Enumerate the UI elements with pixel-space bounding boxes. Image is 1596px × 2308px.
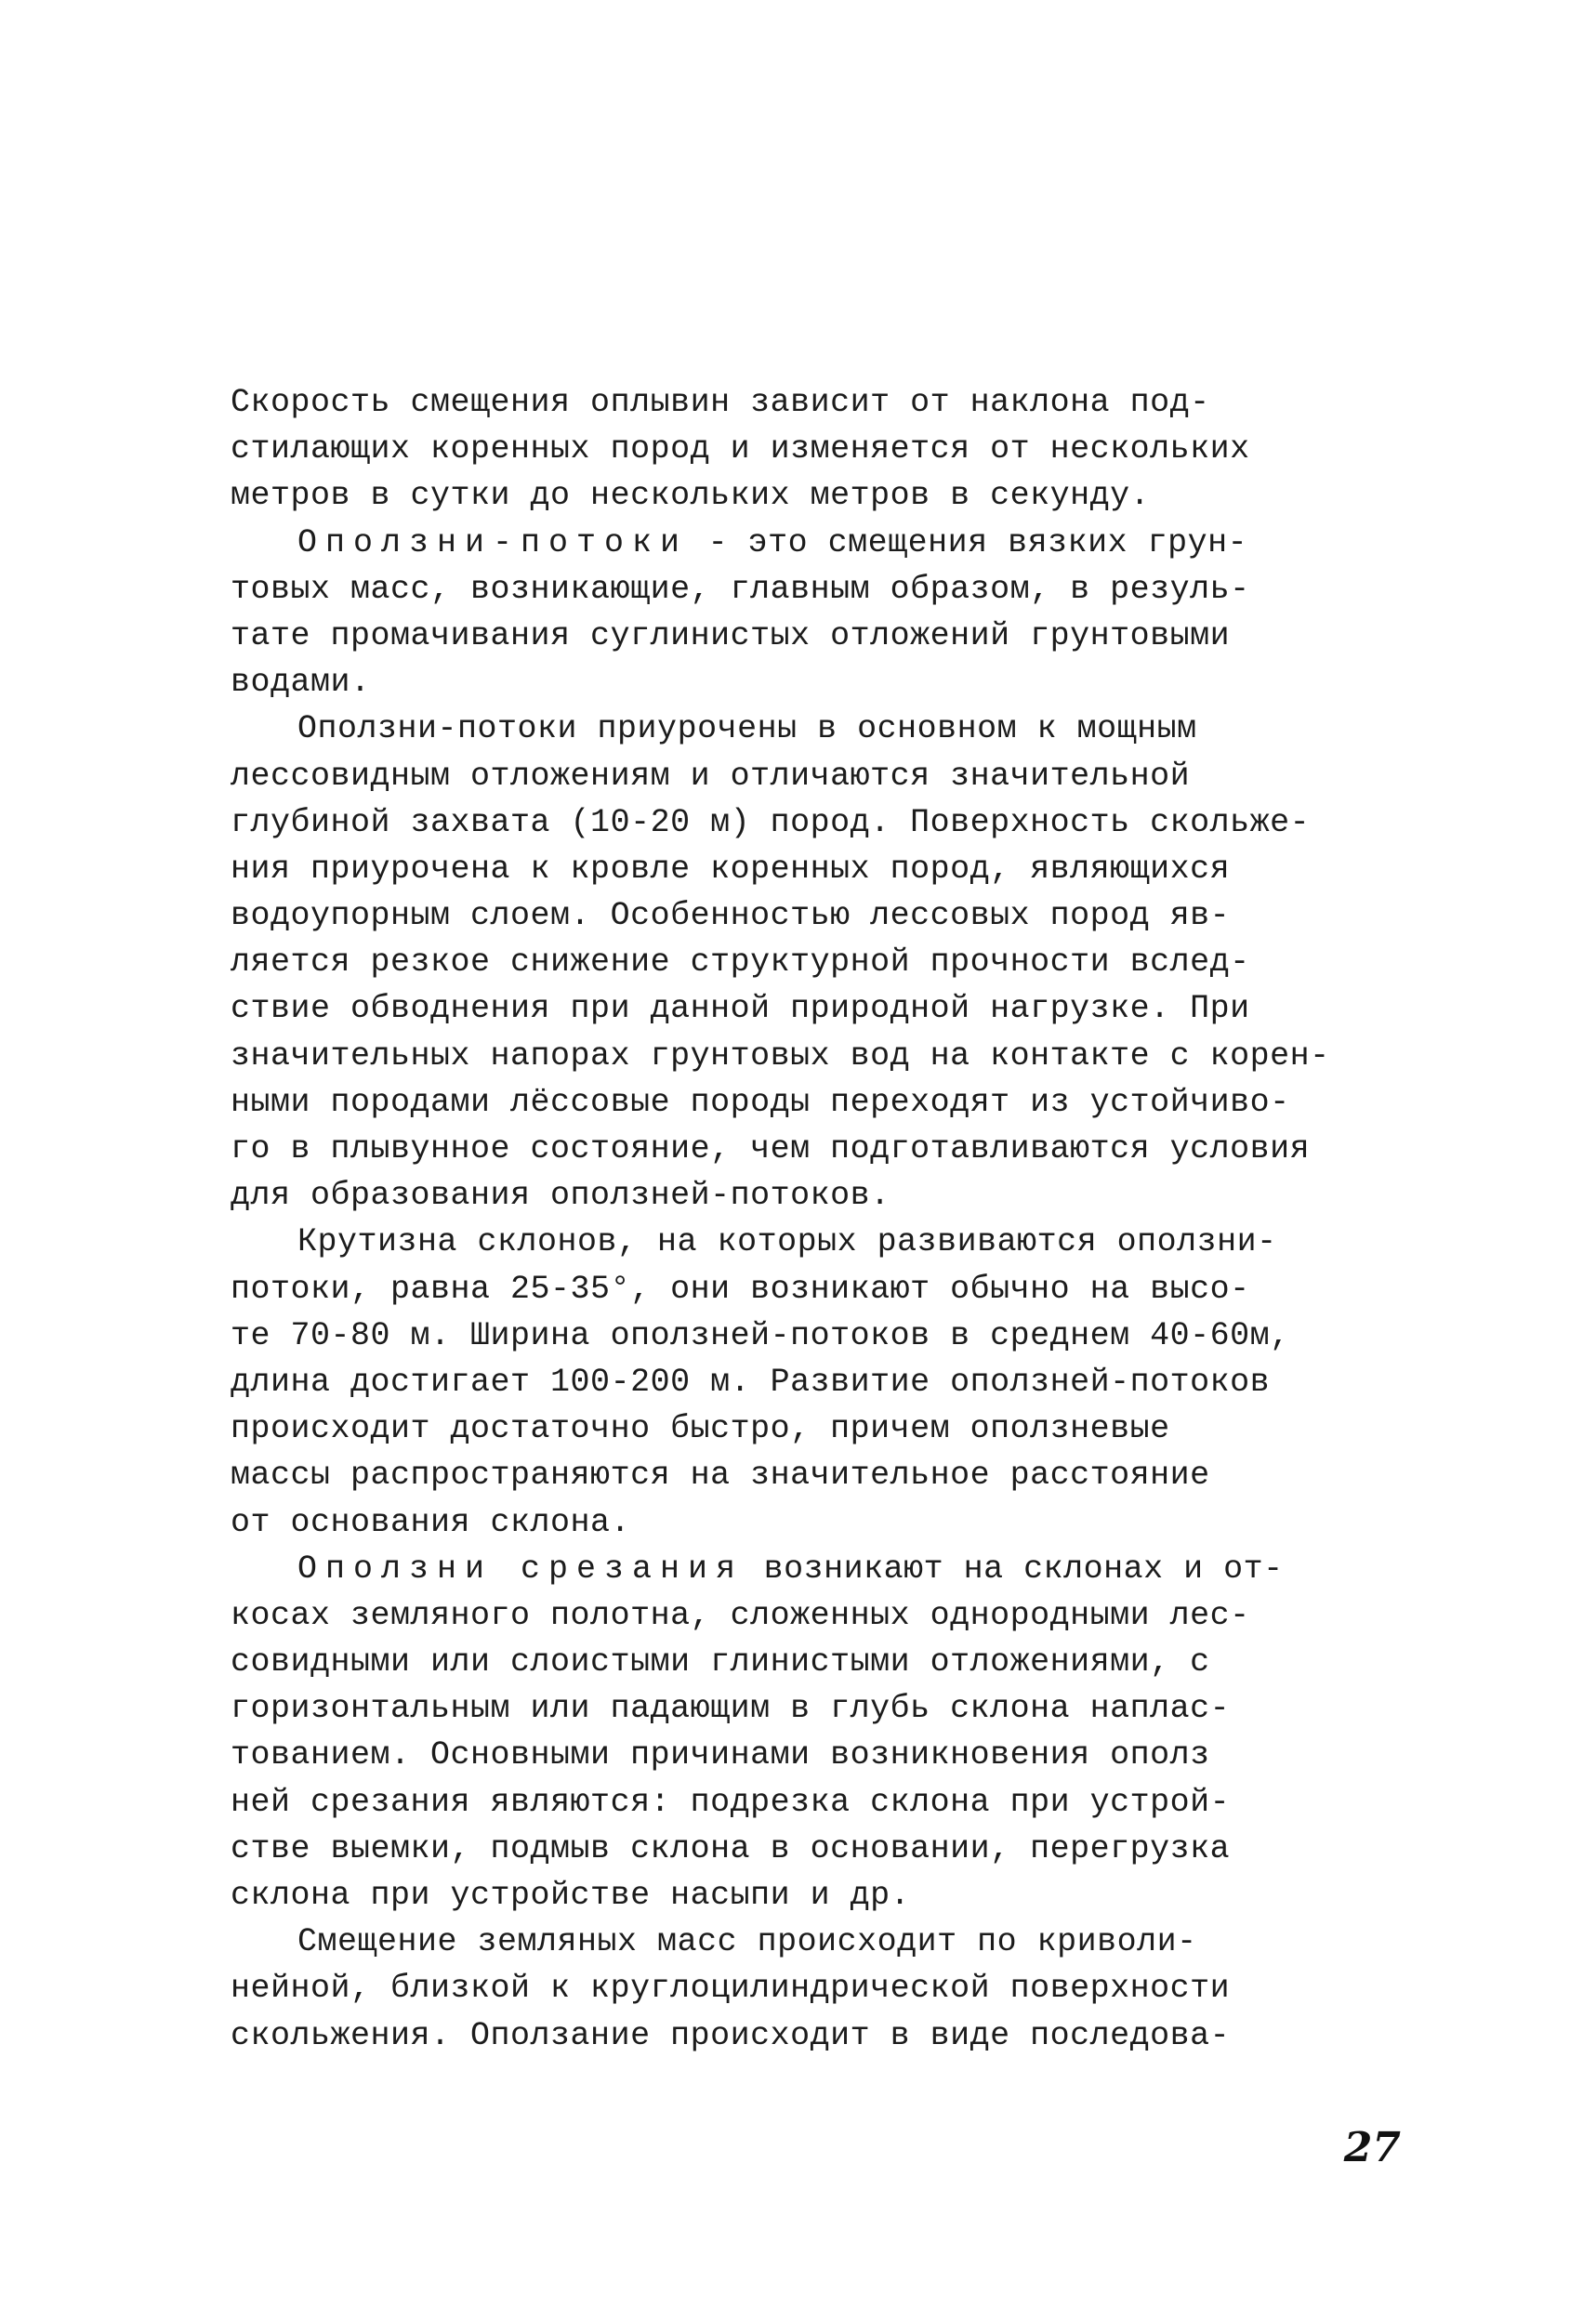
line-text: Смещение земляных масс происходит по криволи- — [297, 1923, 1197, 1961]
line-text: го в плывунное состояние, чем подготавливаются условия — [231, 1130, 1311, 1167]
line-text: Оползни-потоки приурочены в основном к мощным — [297, 710, 1197, 748]
text-line — [231, 1219, 1420, 1265]
line-text: Крутизна склонов, на которых развиваются оползни- — [297, 1223, 1277, 1261]
line-text: - это смещения вязких грун- — [688, 523, 1248, 561]
line-text: стилающих коренных пород и изменяется от нескольких — [231, 430, 1250, 468]
line-text: ния приурочена к кровле коренных пород, являющихся — [231, 850, 1231, 888]
text-line — [231, 1546, 1420, 1592]
text-line — [231, 613, 1420, 659]
text-line — [231, 1452, 1420, 1498]
text-line — [231, 1033, 1420, 1079]
text-line — [231, 1919, 1420, 1965]
line-text: нейной, близкой к круглоцилиндрической поверхности — [231, 1970, 1231, 2008]
text-line — [231, 1359, 1420, 1405]
text-line — [231, 566, 1420, 613]
text-line — [231, 659, 1420, 706]
text-line — [231, 753, 1420, 799]
line-text: те 70-80 м. Ширина оползней-потоков в среднем 40-60м, — [231, 1316, 1290, 1354]
line-text: косах земляного полотна, сложенных однородными лес- — [231, 1596, 1250, 1634]
text-line — [231, 472, 1420, 519]
line-text: глубиной захвата (10-20 м) пород. Поверхность скольже- — [231, 803, 1311, 841]
text-line — [231, 1732, 1420, 1778]
line-text: метров в сутки до нескольких метров в секунду. — [231, 477, 1151, 515]
text-line — [231, 706, 1420, 752]
line-text: ней срезания являются: подрезка склона при устрой- — [231, 1783, 1231, 1821]
line-text: ляется резкое снижение структурной прочности вслед- — [231, 943, 1250, 982]
line-text: массы распространяются на значительное расстояние — [231, 1457, 1210, 1495]
line-text: происходит достаточно быстро, причем оползневые — [231, 1410, 1170, 1448]
line-text: для образования оползней-потоков. — [231, 1177, 890, 1215]
text-line — [231, 1266, 1420, 1312]
text-line — [231, 799, 1420, 846]
line-text: тованием. Основными причинами возникновения ополз — [231, 1736, 1210, 1774]
text-line — [231, 1685, 1420, 1732]
line-text: лессовидным отложениям и отличаются значительной — [231, 757, 1191, 795]
text-line — [231, 1592, 1420, 1639]
line-text: скольжения. Оползание происходит в виде последова- — [231, 2016, 1231, 2054]
term-emphasis: Оползни-потоки — [297, 523, 689, 561]
text-line — [231, 1779, 1420, 1826]
line-text: возникают на склонах и от- — [744, 1550, 1284, 1588]
text-line — [231, 1499, 1420, 1546]
line-text: Скорость смещения оплывин зависит от наклона под- — [231, 384, 1210, 421]
text-line — [231, 1965, 1420, 2011]
line-text: горизонтальным или падающим в глубь склона наплас- — [231, 1690, 1231, 1728]
line-text: водами. — [231, 664, 371, 702]
text-line — [231, 1079, 1420, 1126]
line-text: совидными или слоистыми глинистыми отложениями, с — [231, 1643, 1210, 1682]
text-line — [231, 1126, 1420, 1172]
line-text: стве выемки, подмыв склона в основании, перегрузка — [231, 1829, 1231, 1867]
text-line — [231, 939, 1420, 985]
line-text: ными породами лёссовые породы переходят из устойчиво- — [231, 1083, 1290, 1121]
line-text: склона при устройстве насыпи и др. — [231, 1877, 911, 1914]
text-line — [231, 1826, 1420, 1872]
text-line — [231, 1872, 1420, 1919]
text-line — [231, 2012, 1420, 2059]
text-line — [231, 1639, 1420, 1685]
line-text: водоупорным слоем. Особенностью лессовых пород яв- — [231, 897, 1231, 935]
text-line — [231, 985, 1420, 1032]
page-number: 27 — [1343, 2124, 1401, 2171]
line-text: товых масс, возникающие, главным образом, в резуль- — [231, 570, 1250, 608]
text-line — [231, 892, 1420, 939]
line-text: длина достигает 100-200 м. Развитие оползней-потоков — [231, 1363, 1271, 1401]
line-text: тате промачивания суглинистых отложений грунтовыми — [231, 616, 1231, 654]
term-emphasis: Оползни срезания — [297, 1550, 745, 1588]
body-text — [231, 379, 1420, 2059]
text-line — [231, 1172, 1420, 1219]
line-text: потоки, равна 25-35°, они возникают обычно на высо- — [231, 1270, 1250, 1308]
text-line — [231, 1405, 1420, 1452]
line-text: значительных напорах грунтовых вод на контакте с корен- — [231, 1036, 1330, 1075]
line-text: ствие обводнения при данной природной нагрузке. При — [231, 990, 1250, 1028]
text-line — [231, 846, 1420, 892]
text-line — [231, 379, 1420, 426]
line-text: от основания склона. — [231, 1503, 631, 1541]
text-line — [231, 426, 1420, 472]
text-line — [231, 1312, 1420, 1359]
text-line — [231, 520, 1420, 566]
